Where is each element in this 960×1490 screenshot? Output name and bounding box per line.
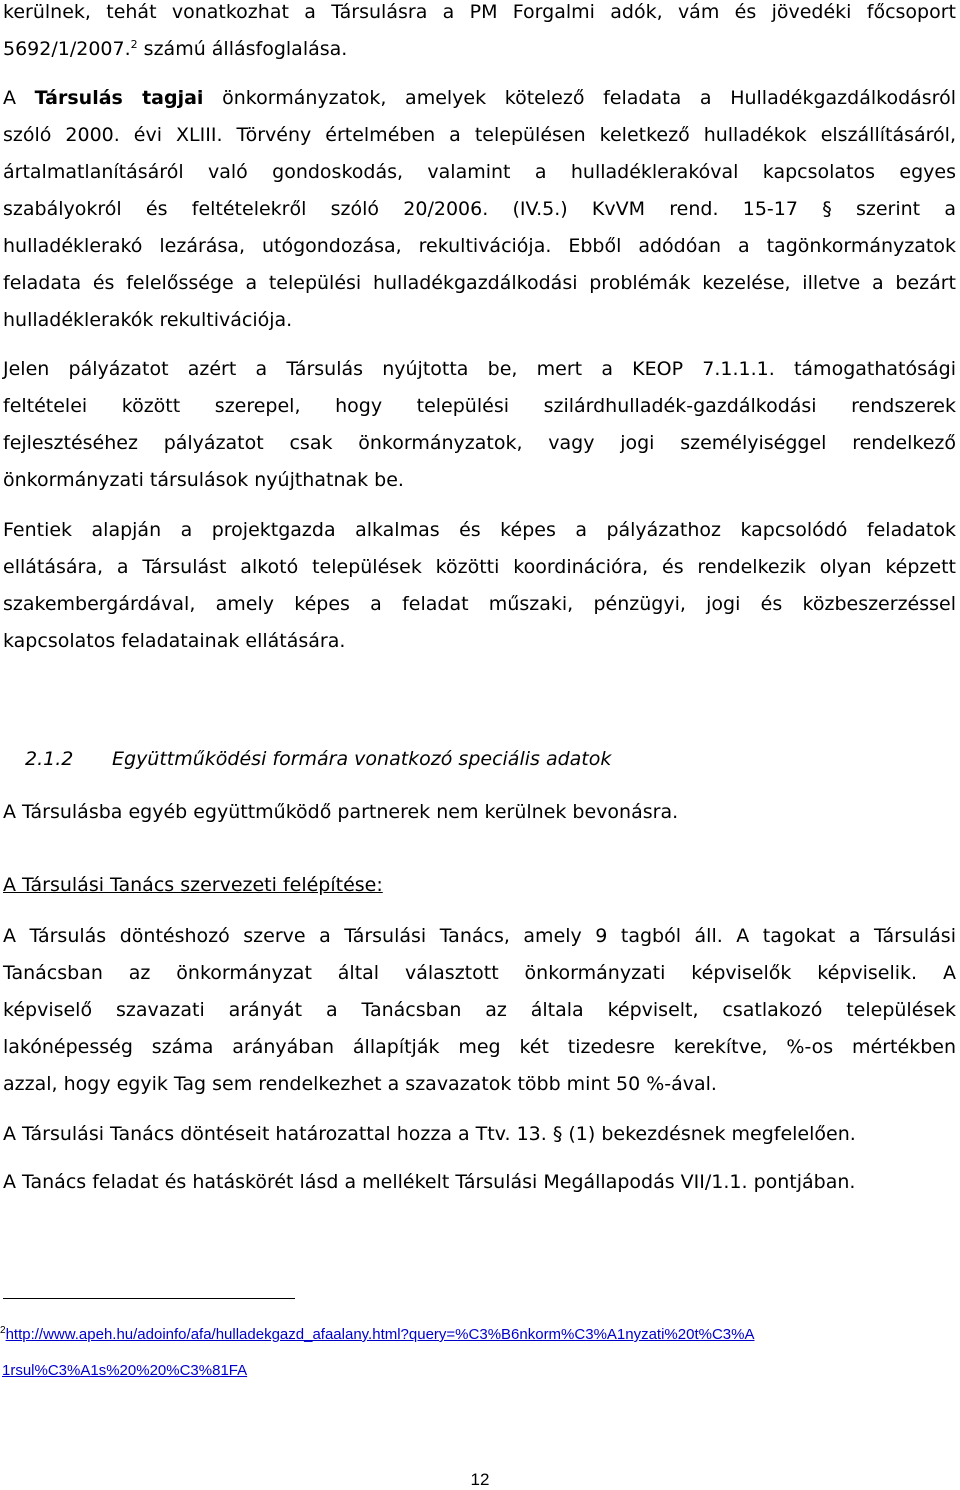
section-title: Együttműködési formára vonatkozó speciális adatok — [112, 748, 612, 770]
paragraph-decisions: A Társulási Tanács döntéseit határozattal hozza a Ttv. 13. § (1) bekezdésnek megfelelően. — [3, 1123, 856, 1145]
text-line: Fentiek alapján a projektgazda alkalmas és képes a pályázathoz kapcsolódó feladatok — [3, 519, 956, 541]
footnote — [0, 1325, 958, 1345]
text-line: Tanácsban az önkormányzat által választott önkormányzati képviselők képviselik. A — [3, 962, 956, 984]
text-line: fejlesztéséhez pályázatot csak önkormányzatok, vagy jogi személyiséggel rendelkező — [3, 432, 956, 454]
footnote-marker: 2 — [0, 1325, 6, 1336]
paragraph-members — [3, 80, 956, 339]
paragraph-capability — [3, 512, 956, 660]
text-line: önkormányzati társulások nyújthatnak be. — [3, 469, 404, 491]
paragraph-vat-ruling — [3, 0, 956, 68]
subheading-council-structure: A Társulási Tanács szervezeti felépítése: — [3, 874, 383, 896]
text-line: Jelen pályázatot azért a Társulás nyújtotta be, mert a KEOP 7.1.1.1. támogathatósági — [3, 358, 956, 380]
footnote-link[interactable]: http://www.apeh.hu/adoinfo/afa/hulladekgazd_afaalany.html?query=%C3%B6nkorm%C3%A1nyzati%20t%C3%A — [5, 1326, 755, 1343]
text-line: kapcsolatos feladatainak ellátására. — [3, 630, 346, 652]
text-line: lakónépesség száma arányában állapítják meg két tizedesre kerekítve, %-os mértékben — [3, 1036, 956, 1058]
text-line: feladata és felelőssége a települési hulladékgazdálkodási problémák kezelése, illetve a bezárt — [3, 272, 956, 294]
text-line: képviselő szavazati arányát a Tanácsban az általa képviselt, csatlakozó települések — [3, 999, 956, 1021]
text-line: szóló 2000. évi XLIII. Törvény értelmében a településen keletkező hulladékok elszállításáról, — [3, 124, 956, 146]
text-line: 5692/1/2007.$^2$ számú állásfoglalása. — [3, 38, 348, 60]
paragraph-council — [3, 918, 956, 1103]
text-line: szakembergárdával, amely képes a feladat műszaki, pénzügyi, jogi és közbeszerzéssel — [3, 593, 956, 615]
text-line: A Társulás döntéshozó szerve a Társulási Tanács, amely 9 tagból áll. A tagokat a Társulási — [3, 925, 956, 947]
footnote-continuation — [2, 1361, 960, 1381]
paragraph-duties: A Tanács feladat és hatáskörét lásd a mellékelt Társulási Megállapodás VII/1.1. pontjában. — [3, 1171, 856, 1193]
text-line: szabályokról és feltételekről szóló 20/2006. (IV.5.) KvVM rend. 15-17 § szerint a — [3, 198, 956, 220]
paragraph-application — [3, 351, 956, 499]
text-line: kerülnek, tehát vonatkozhat a Társulásra a PM Forgalmi adók, vám és jövedéki főcsoport — [3, 1, 956, 23]
text-line: ártalmatlanításáról való gondoskodás, valamint a hulladéklerakóval kapcsolatos egyes — [3, 161, 956, 183]
text-line: A Társulás tagjai önkormányzatok, amelyek kötelező feladata a Hulladékgazdálkodásról — [3, 87, 956, 109]
footnote-separator — [3, 1298, 295, 1299]
text-line: ellátására, a Társulást alkotó települések közötti koordinációra, és rendelkezik olyan képzett — [3, 556, 956, 578]
text-line: feltételei között szerepel, hogy települési szilárdhulladék-gazdálkodási rendszerek — [3, 395, 956, 417]
page-number: 12 — [470, 1470, 490, 1489]
text-line: azzal, hogy egyik Tag sem rendelkezhet a szavazatok több mint 50 %-ával. — [3, 1073, 717, 1095]
footnote-reference: 2 — [130, 38, 138, 51]
section-heading — [3, 741, 956, 778]
text-line: hulladéklerakó lezárása, utógondozása, rekultivációja. Ebből adódóan a tagönkormányzatok — [3, 235, 956, 257]
footnote-link-continuation[interactable]: 1rsul%C3%A1s%20%20%C3%81FA — [2, 1362, 248, 1379]
section-number: 2.1.2 — [25, 748, 74, 770]
text-line: hulladéklerakók rekultivációja. — [3, 309, 293, 331]
bold-phrase: Társulás tagjai — [34, 87, 204, 109]
paragraph-partners: A Társulásba egyéb együttműködő partnerek nem kerülnek bevonásra. — [3, 801, 679, 823]
